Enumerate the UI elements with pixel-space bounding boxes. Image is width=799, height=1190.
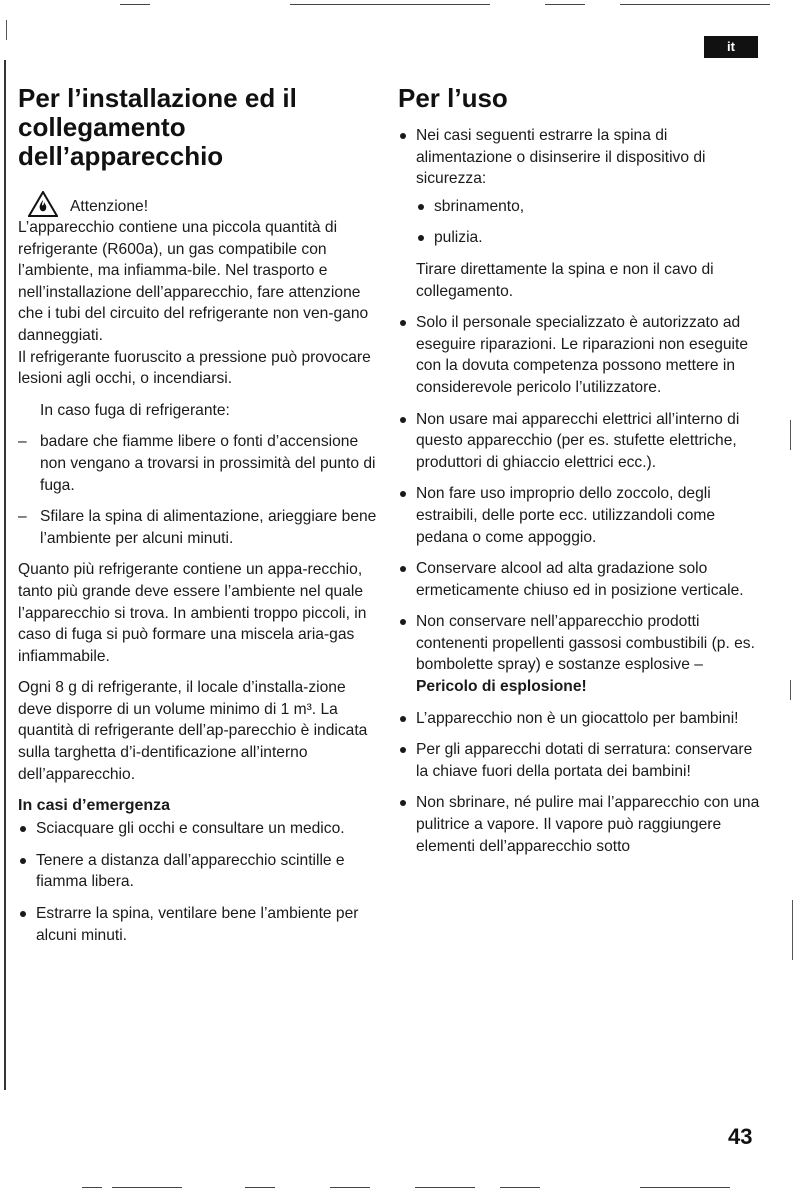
- scan-mark-top: [545, 4, 585, 5]
- usage-column: [398, 84, 762, 867]
- list-item: Tenere a distanza dall’apparecchio scintille e fiamma libera.: [18, 850, 380, 893]
- usage-heading: Per l’uso: [398, 83, 508, 113]
- list-item: Non sbrinare, né pulire mai l’apparecchio con una pulitrice a vapore. Il vapore può raggiungere elementi dell’apparecchio sotto: [398, 792, 762, 857]
- scan-mark-bottom: [640, 1187, 730, 1188]
- emergency-steps-list: [18, 818, 380, 946]
- room-size-paragraph: Quanto più refrigerante contiene un appa-recchio, tanto più grande deve essere l’ambiente nel quale l’apparecchio si trova. In ambienti troppo piccoli, in caso di fuga si può formare una miscela aria-gas infiammabile.: [18, 561, 367, 665]
- scan-mark-bottom: [415, 1187, 475, 1188]
- list-item: – Sfilare la spina di alimentazione, arieggiare bene l’ambiente per alcuni minuti.: [18, 506, 380, 549]
- sub-list-item: pulizia.: [416, 227, 762, 249]
- scan-mark-top: [120, 4, 150, 5]
- installation-heading: Per l’installazione ed il collegamento dell’apparecchio: [18, 83, 297, 171]
- usage-list: [398, 125, 762, 857]
- scan-mark-bottom: [82, 1187, 102, 1188]
- scan-mark-right: [790, 420, 791, 450]
- pressure-warning-paragraph: Il refrigerante fuoruscito a pressione può provocare lesioni agli occhi, o incendiarsi.: [18, 348, 371, 388]
- scan-mark-right: [792, 900, 793, 960]
- language-badge: it: [704, 36, 758, 58]
- list-item: L’apparecchio non è un giocattolo per bambini!: [398, 708, 762, 730]
- list-item: Solo il personale specializzato è autorizzato ad eseguire riparazioni. Le riparazioni non eseguite con la dovuta competenza possono mettere in considerevole pericolo l’utilizzatore.: [398, 312, 762, 398]
- list-item: Non usare mai apparecchi elettrici all’interno di questo apparecchio (per es. stufette elettriche, produttori di ghiaccio elettrici ecc.).: [398, 409, 762, 474]
- room-volume-paragraph: Ogni 8 g di refrigerante, il locale d’installa-zione deve disporre di un volume minimo di 1 m³. La quantità di refrigerante dell’ap-parecchio è indicata sulla targhetta d’i-dentificazione all’interno dell’apparecchio.: [18, 679, 368, 783]
- list-item: Non fare uso improprio dello zoccolo, degli estraibili, delle porte ecc. utilizzandoli come pedana o come appoggio.: [398, 483, 762, 548]
- leak-intro: In caso fuga di refrigerante:: [40, 401, 230, 419]
- scan-mark-bottom: [245, 1187, 275, 1188]
- list-item: Estrarre la spina, ventilare bene l’ambiente per alcuni minuti.: [18, 903, 380, 946]
- list-item-text: Non conservare nell’apparecchio prodotti contenenti propellenti gassosi combustibili (p. es. bombolette spray) e sostanze esplosive –: [416, 613, 755, 674]
- list-item: [398, 125, 762, 302]
- scan-mark-right: [790, 680, 791, 700]
- page-number: 43: [728, 1124, 753, 1149]
- list-item-note: Tirare direttamente la spina e non il cavo di collegamento.: [416, 260, 714, 300]
- leak-steps-list: [18, 431, 380, 549]
- sub-list-item: sbrinamento,: [416, 196, 762, 218]
- emergency-heading: In casi d’emergenza: [18, 797, 171, 815]
- sub-list: [416, 196, 762, 249]
- scan-mark-top: [620, 4, 770, 5]
- scan-edge-left: [4, 60, 6, 1090]
- list-item-text: Nei casi seguenti estrarre la spina di alimentazione o disinserire il dispositivo di sicurezza:: [416, 127, 706, 188]
- list-item: Per gli apparecchi dotati di serratura: conservare la chiave fuori della portata dei bambini!: [398, 739, 762, 782]
- list-item: Conservare alcool ad alta gradazione solo ermeticamente chiuso ed in posizione verticale.: [398, 558, 762, 601]
- scan-mark-bottom: [112, 1187, 182, 1188]
- scan-mark-top: [290, 4, 490, 5]
- installation-column: [18, 84, 380, 956]
- list-item: Sciacquare gli occhi e consultare un medico.: [18, 818, 380, 840]
- list-item: – badare che fiamme libere o fonti d’accensione non vengano a trovarsi in prossimità del punto di fuga.: [18, 431, 380, 496]
- explosion-danger-text: Pericolo di esplosione!: [416, 678, 587, 696]
- refrigerant-paragraph: L’apparecchio contiene una piccola quantità di refrigerante (R600a), un gas compatibile con l’ambiente, ma infiamma-bile. Nel trasporto e nell’installazione dell’apparecchio, fare attenzione che i tubi del circuito del refrigerante non ven-gano danneggiati.: [18, 219, 369, 344]
- scan-mark-bottom: [500, 1187, 540, 1188]
- scan-mark-left: [6, 20, 7, 40]
- scan-mark-bottom: [330, 1187, 370, 1188]
- fire-warning-triangle-icon: [28, 191, 58, 217]
- warning-row: [18, 191, 380, 217]
- list-item: [398, 611, 762, 697]
- warning-label: Attenzione!: [70, 198, 149, 215]
